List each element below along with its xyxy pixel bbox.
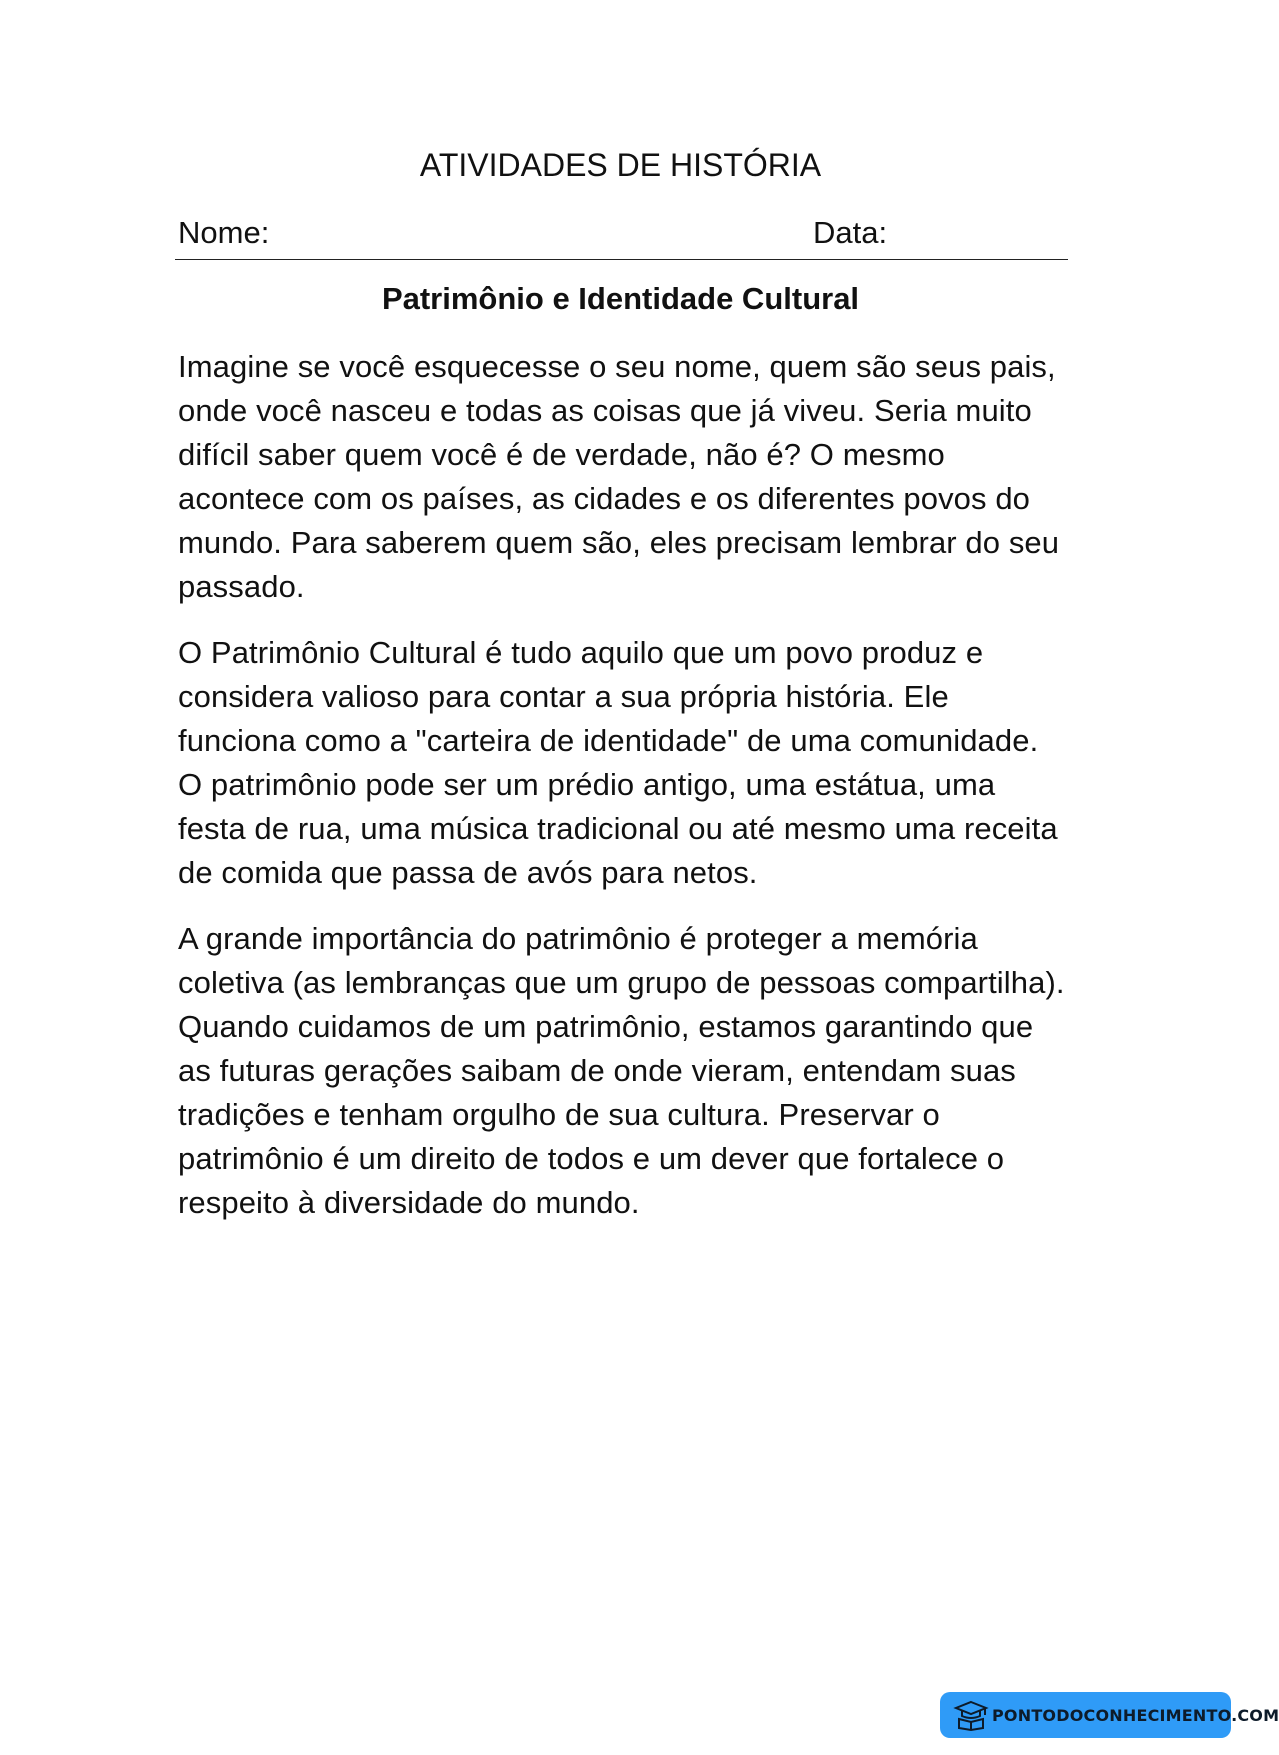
name-label: Nome: — [178, 215, 270, 250]
article-paragraph-3: A grande importância do patrimônio é proteger a memória coletiva (as lembranças que um grupo de pessoas compartilha). Quando cuidamos de um patrimônio, estamos garantindo que as futuras gerações saibam de onde vieram, entendam suas tradições e tenham orgulho de sua cultura. Preservar o patrimônio é um direito de todos e um dever que fortalece o respeito à diversidade do mundo. — [178, 921, 1065, 1220]
name-date-row — [175, 213, 1068, 260]
article-paragraph-1: Imagine se você esquecesse o seu nome, quem são seus pais, onde você nasceu e todas as coisas que já viveu. Seria muito difícil saber quem você é de verdade, não é? O mesmo acontece com os países, as cidades e os diferentes povos do mundo. Para saberem quem são, eles precisam lembrar do seu passado. — [178, 349, 1060, 604]
article-title: Patrimônio e Identidade Cultural — [381, 281, 860, 316]
date-label: Data: — [813, 215, 888, 250]
article-paragraph-2: O Patrimônio Cultural é tudo aquilo que um povo produz e considera valioso para contar a sua própria história. Ele funciona como a "carteira de identidade" de uma comunidade. O patrimônio pode ser um prédio antigo, uma estátua, uma festa de rua, uma música tradicional ou até mesmo uma receita de comida que passa de avós para netos. — [178, 635, 1058, 890]
graduation-cap-book-icon — [954, 1700, 988, 1730]
site-badge-label: PONTODOCONHECIMENTO.COM — [992, 1705, 1279, 1725]
site-badge[interactable] — [940, 1692, 1279, 1738]
worksheet-title: ATIVIDADES DE HISTÓRIA — [419, 147, 822, 183]
article-body — [178, 345, 1068, 1247]
